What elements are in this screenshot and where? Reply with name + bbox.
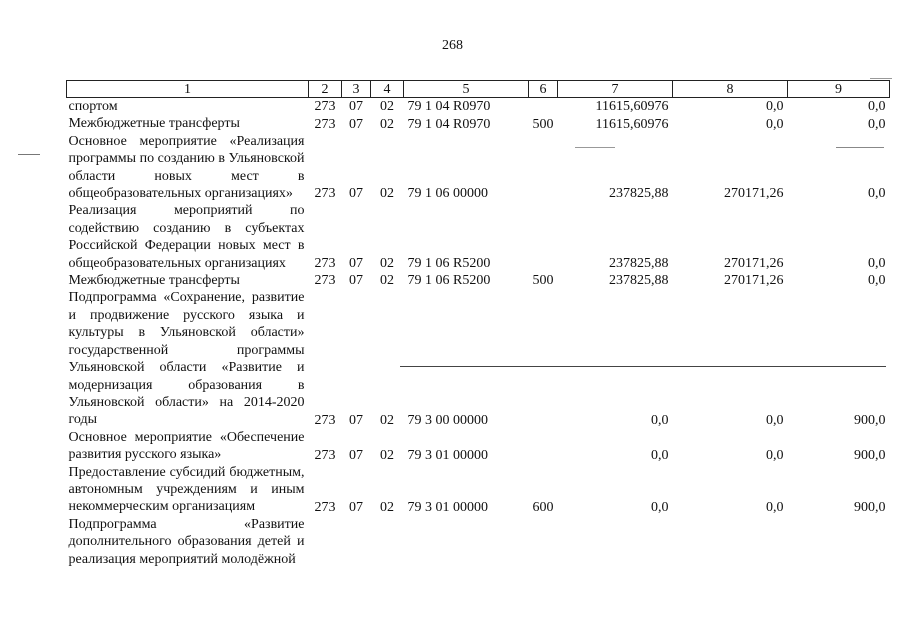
cell-expense-type: 500 (532, 116, 554, 132)
cell-amount-2: 270171,26 (724, 256, 784, 272)
cell-amount-3: 900,0 (854, 412, 886, 428)
table-row (67, 289, 890, 428)
column-header-3: 3 (342, 81, 371, 98)
table-body (67, 98, 890, 568)
cell-subsection: 02 (380, 447, 394, 463)
row-name: Основное мероприятие «Обеспечение развития русского языка» (68, 429, 305, 463)
cell-subsection: 02 (380, 273, 394, 289)
cell-target-article: 79 1 06 R5200 (407, 273, 491, 289)
cell-target-article: 79 1 06 R5200 (407, 256, 491, 272)
cell-section: 07 (349, 186, 363, 202)
table-row (67, 202, 890, 272)
cell-section (342, 516, 371, 568)
column-header-7: 7 (558, 81, 673, 98)
cell-subsection: 02 (380, 116, 394, 132)
cell-amount-2: 270171,26 (724, 273, 784, 289)
scan-artifact (870, 78, 892, 79)
budget-table (66, 80, 890, 568)
cell-expense-type: 600 (532, 499, 554, 515)
cell-amount-1: 237825,88 (609, 186, 669, 202)
row-name: Межбюджетные трансферты (68, 273, 240, 289)
cell-ministry: 273 (314, 116, 336, 132)
cell-amount-2: 0,0 (766, 447, 784, 463)
column-header-1: 1 (67, 81, 309, 98)
row-name: Предоставление субсидий бюджетным, автономным учреждениям и иным некоммерческим организациям (68, 464, 305, 515)
cell-amount-2: 0,0 (766, 499, 784, 515)
cell-amount-1: 0,0 (651, 412, 669, 428)
column-header-5: 5 (404, 81, 529, 98)
cell-amount-3: 0,0 (868, 186, 886, 202)
cell-expense-type: 500 (532, 273, 554, 289)
cell-subsection: 02 (380, 256, 394, 272)
cell-ministry: 273 (314, 273, 336, 289)
cell-subsection: 02 (380, 412, 394, 428)
column-header-8: 8 (673, 81, 788, 98)
cell-amount-1: 237825,88 (609, 256, 669, 272)
cell-amount-3: 0,0 (868, 99, 886, 115)
cell-ministry (309, 516, 342, 568)
column-header-4: 4 (371, 81, 404, 98)
cell-section: 07 (349, 273, 363, 289)
cell-expense-type (529, 98, 558, 116)
row-name: Подпрограмма «Сохранение, развитие и продвижение русского языка и культуры в Ульяновской области» государственной программы Ульяновской области «Развитие и модернизация образования в Ульяновской области» на 2014-2020 годы (68, 290, 305, 428)
cell-expense-type (529, 429, 558, 464)
table-row (67, 115, 890, 132)
cell-section: 07 (349, 412, 363, 428)
cell-amount-3: 0,0 (868, 273, 886, 289)
cell-amount-2: 0,0 (766, 116, 784, 132)
cell-target-article: 79 3 00 00000 (407, 412, 488, 428)
cell-target-article: 79 3 01 00000 (407, 447, 488, 463)
cell-amount-3: 0,0 (868, 116, 886, 132)
cell-amount-2: 270171,26 (724, 186, 784, 202)
cell-amount-1 (558, 516, 673, 568)
cell-amount-2: 0,0 (766, 412, 784, 428)
cell-amount-3: 0,0 (868, 256, 886, 272)
cell-amount-1: 0,0 (651, 447, 669, 463)
cell-section: 07 (349, 116, 363, 132)
cell-ministry: 273 (314, 447, 336, 463)
scan-artifact (400, 366, 886, 367)
table-header (67, 81, 890, 98)
cell-target-article: 79 1 06 00000 (407, 186, 488, 202)
cell-target-article: 79 1 04 R0970 (407, 116, 491, 132)
cell-amount-3: 900,0 (854, 499, 886, 515)
cell-target-article (404, 516, 529, 568)
table-row (67, 429, 890, 464)
cell-amount-1: 11615,60976 (595, 99, 669, 115)
page-number: 268 (442, 38, 463, 53)
row-name: спортом (68, 99, 118, 114)
row-name: Межбюджетные трансферты (68, 116, 240, 132)
scan-artifact (575, 147, 615, 148)
table-row (67, 133, 890, 203)
cell-ministry: 273 (314, 256, 336, 272)
table-row (67, 464, 890, 516)
table-row (67, 272, 890, 289)
cell-expense-type (529, 202, 558, 272)
cell-subsection: 02 (380, 186, 394, 202)
cell-section: 07 (349, 256, 363, 272)
cell-amount-1: 237825,88 (609, 273, 669, 289)
column-header-2: 2 (309, 81, 342, 98)
cell-ministry: 273 (314, 499, 336, 515)
cell-target-article: 79 1 04 R0970 (407, 99, 491, 115)
cell-target-article: 79 3 01 00000 (407, 499, 488, 515)
row-name: Подпрограмма «Развитие дополнительного образования детей и реализация мероприятий молодёжной (68, 516, 305, 567)
cell-section: 07 (349, 499, 363, 515)
cell-section: 07 (349, 99, 363, 115)
column-header-9: 9 (788, 81, 890, 98)
cell-ministry: 273 (314, 412, 336, 428)
column-header-6: 6 (529, 81, 558, 98)
cell-ministry: 273 (314, 186, 336, 202)
table-row (67, 98, 890, 116)
cell-amount-2 (673, 516, 788, 568)
cell-amount-1: 11615,60976 (595, 116, 669, 132)
cell-expense-type (529, 133, 558, 203)
cell-amount-1: 0,0 (651, 499, 669, 515)
table-row (67, 516, 890, 568)
cell-subsection (371, 516, 404, 568)
row-name: Основное мероприятие «Реализация программы по созданию в Ульяновской области новых мест в общеобразовательных организациях» (68, 133, 305, 202)
scan-artifact (836, 147, 884, 148)
cell-subsection: 02 (380, 99, 394, 115)
header-row (67, 81, 890, 98)
cell-amount-3 (788, 516, 890, 568)
cell-subsection: 02 (380, 499, 394, 515)
cell-ministry: 273 (314, 99, 336, 115)
cell-expense-type (529, 289, 558, 428)
cell-section: 07 (349, 447, 363, 463)
cell-amount-2: 0,0 (766, 99, 784, 115)
cell-amount-3: 900,0 (854, 447, 886, 463)
scan-artifact (18, 154, 40, 155)
cell-expense-type (529, 516, 558, 568)
row-name: Реализация мероприятий по содействию созданию в субъектах Российской Федерации новых мест в общеобразовательных организациях (68, 203, 305, 271)
